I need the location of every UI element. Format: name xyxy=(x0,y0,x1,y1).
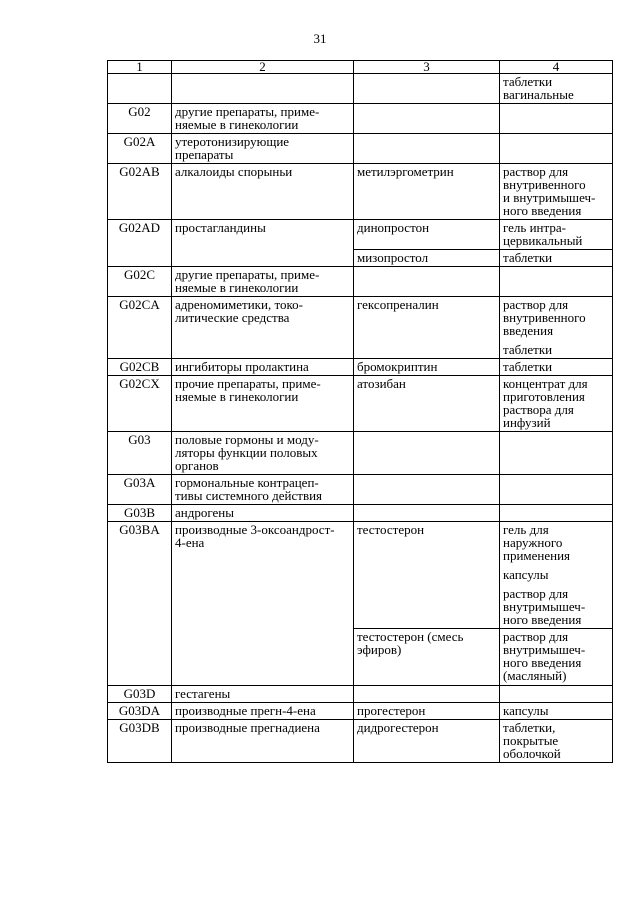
table-header-row xyxy=(108,61,613,74)
column-header: 2 xyxy=(172,61,354,74)
drug-name-cell xyxy=(354,475,500,505)
drug-name-cell xyxy=(354,432,500,475)
atc-code-cell: G02A xyxy=(108,134,172,164)
group-name-cell xyxy=(172,703,354,720)
group-name-line: литические средства xyxy=(175,310,290,325)
table-row xyxy=(108,686,613,703)
drug-name-cell xyxy=(354,720,500,763)
table-row xyxy=(108,359,613,376)
dosage-form xyxy=(500,249,612,266)
table-row xyxy=(108,432,613,475)
group-name-cell xyxy=(172,74,354,104)
atc-code-cell xyxy=(108,74,172,104)
dosage-form-line: внутримышеч- xyxy=(503,599,586,614)
atc-code-cell: G02 xyxy=(108,104,172,134)
dosage-form xyxy=(500,359,612,375)
dosage-form-line: оболочкой xyxy=(503,746,561,761)
dosage-form-line: раствор для xyxy=(503,586,569,601)
dosage-form-line: таблетки xyxy=(503,342,553,357)
drug-name-line: тестостерон xyxy=(357,522,425,537)
dosage-form-cell xyxy=(500,267,613,297)
drug-name-line: прогестерон xyxy=(357,703,426,718)
group-name-line: алкалоиды спорыньи xyxy=(175,164,293,179)
dosage-form-line: раствора для xyxy=(503,402,574,417)
atc-code-cell: G03DB xyxy=(108,720,172,763)
column-header: 3 xyxy=(354,61,500,74)
group-name-line: прочие препараты, приме- xyxy=(175,376,321,391)
dosage-form-line: капсулы xyxy=(503,703,549,718)
group-name-cell xyxy=(172,297,354,359)
drug-name xyxy=(354,220,499,249)
dosage-form-line: покрытые xyxy=(503,733,559,748)
dosage-form-line: гель интра- xyxy=(503,220,566,235)
group-name-cell xyxy=(172,475,354,505)
dosage-form-cell xyxy=(500,359,613,376)
drug-name-cell xyxy=(354,376,500,432)
dosage-form-cell xyxy=(500,522,613,686)
atc-code-cell: G03D xyxy=(108,686,172,703)
drug-name-cell xyxy=(354,703,500,720)
dosage-form-line: инфузий xyxy=(503,415,551,430)
table-row xyxy=(108,267,613,297)
dosage-form-line: концентрат для xyxy=(503,376,588,391)
table-row xyxy=(108,703,613,720)
group-name-cell xyxy=(172,267,354,297)
table-row xyxy=(108,376,613,432)
group-name-line: простагландины xyxy=(175,220,266,235)
dosage-form-cell xyxy=(500,134,613,164)
group-name-line: андрогены xyxy=(175,505,234,520)
atc-code-cell: G02CX xyxy=(108,376,172,432)
drug-name xyxy=(354,74,499,77)
drug-name-line: метилэргометрин xyxy=(357,164,454,179)
dosage-form-line: раствор для xyxy=(503,297,569,312)
group-name-line: препараты xyxy=(175,147,234,162)
dosage-form-line: таблетки, xyxy=(503,720,556,735)
group-name-cell xyxy=(172,432,354,475)
dosage-form-line: наружного xyxy=(503,535,563,550)
group-name-line: ляторы функции половых xyxy=(175,445,318,460)
dosage-form-line: внутримышеч- xyxy=(503,642,586,657)
dosage-form-cell xyxy=(500,475,613,505)
dosage-form-line: внутривенного xyxy=(503,177,586,192)
dosage-form-line: (масляный) xyxy=(503,668,567,683)
group-name-cell xyxy=(172,686,354,703)
dosage-form-cell xyxy=(500,104,613,134)
atc-code-cell: G02CB xyxy=(108,359,172,376)
table-row xyxy=(108,505,613,522)
group-name-cell xyxy=(172,104,354,134)
table-row xyxy=(108,720,613,763)
group-name-cell xyxy=(172,376,354,432)
drug-name xyxy=(354,164,499,180)
dosage-form xyxy=(500,164,612,219)
group-name-line: адреномиметики, токо- xyxy=(175,297,303,312)
drug-name xyxy=(354,703,499,719)
drug-name-cell xyxy=(354,74,500,104)
dosage-form-cell xyxy=(500,220,613,267)
drug-name-cell xyxy=(354,522,500,686)
drug-name-line: мизопростол xyxy=(357,250,429,265)
group-name-cell xyxy=(172,505,354,522)
group-name-line: ингибиторы пролактина xyxy=(175,359,309,374)
dosage-form-line: приготовления xyxy=(503,389,585,404)
drug-name-cell xyxy=(354,104,500,134)
table-row xyxy=(108,297,613,359)
dosage-form-cell xyxy=(500,703,613,720)
group-name-cell xyxy=(172,720,354,763)
drug-name-cell xyxy=(354,134,500,164)
dosage-form-line: ного введения xyxy=(503,612,582,627)
group-name-line: другие препараты, приме- xyxy=(175,104,320,119)
group-name-line: 4-ена xyxy=(175,535,205,550)
drug-name xyxy=(354,720,499,736)
drug-name-cell xyxy=(354,297,500,359)
atc-code-cell: G03DA xyxy=(108,703,172,720)
drug-name xyxy=(354,628,499,685)
drug-name-cell xyxy=(354,359,500,376)
group-name-line: тивы системного действия xyxy=(175,488,323,503)
drug-name-cell xyxy=(354,220,500,267)
drug-name xyxy=(354,297,499,313)
dosage-form-line: раствор для xyxy=(503,164,569,179)
dosage-form-line: применения xyxy=(503,548,571,563)
table-row xyxy=(108,220,613,267)
dosage-form-line: цервикальный xyxy=(503,233,583,248)
table-row xyxy=(108,164,613,220)
atc-code-cell: G02CA xyxy=(108,297,172,359)
drug-name xyxy=(354,359,499,375)
dosage-form-cell xyxy=(500,686,613,703)
atc-drug-table xyxy=(107,60,613,763)
group-name-line: органов xyxy=(175,458,219,473)
atc-code-cell: G03A xyxy=(108,475,172,505)
group-name-cell xyxy=(172,522,354,686)
drug-name-line: атозибан xyxy=(357,376,406,391)
dosage-form-line: раствор для xyxy=(503,629,569,644)
atc-code-cell: G03 xyxy=(108,432,172,475)
drug-name-cell xyxy=(354,164,500,220)
dosage-form xyxy=(500,522,612,564)
atc-code-cell: G02AD xyxy=(108,220,172,267)
group-name-line: няемые в гинекологии xyxy=(175,117,299,132)
group-name-line: другие препараты, приме- xyxy=(175,267,320,282)
drug-name-cell xyxy=(354,505,500,522)
group-name-line: няемые в гинекологии xyxy=(175,389,299,404)
drug-name-line: дидрогестерон xyxy=(357,720,439,735)
drug-name-line: тестостерон (смесь xyxy=(357,629,464,644)
dosage-form xyxy=(500,583,612,628)
dosage-form-cell xyxy=(500,164,613,220)
drug-name xyxy=(354,249,499,266)
group-name-cell xyxy=(172,359,354,376)
drug-name-line: бромокриптин xyxy=(357,359,438,374)
group-name-line: производные 3-оксоандрост- xyxy=(175,522,335,537)
atc-code-cell: G02AB xyxy=(108,164,172,220)
dosage-form-line: внутривенного xyxy=(503,310,586,325)
group-name-line: гормональные контрацеп- xyxy=(175,475,319,490)
dosage-form-line: ного введения xyxy=(503,203,582,218)
dosage-form-line: вагинальные xyxy=(503,87,574,102)
group-name-cell xyxy=(172,164,354,220)
dosage-form xyxy=(500,703,612,719)
atc-code-cell: G02C xyxy=(108,267,172,297)
group-name-line: половые гормоны и моду- xyxy=(175,432,319,447)
dosage-form xyxy=(500,628,612,684)
dosage-form-line: капсулы xyxy=(503,567,549,582)
dosage-form-line: ного введения xyxy=(503,655,582,670)
group-name-cell xyxy=(172,134,354,164)
drug-name-line: эфиров) xyxy=(357,642,402,657)
dosage-form xyxy=(500,220,612,249)
dosage-form-line: введения xyxy=(503,323,554,338)
drug-name xyxy=(354,376,499,392)
table-row xyxy=(108,74,613,104)
table-row xyxy=(108,134,613,164)
dosage-form-cell xyxy=(500,376,613,432)
table-row xyxy=(108,104,613,134)
column-header: 4 xyxy=(500,61,613,74)
atc-code-cell: G03B xyxy=(108,505,172,522)
dosage-form xyxy=(500,339,612,358)
dosage-form xyxy=(500,376,612,431)
column-header: 1 xyxy=(108,61,172,74)
table-row xyxy=(108,522,613,686)
page-number: 31 xyxy=(313,31,327,46)
dosage-form-line: таблетки xyxy=(503,250,553,265)
dosage-form xyxy=(500,720,612,762)
drug-name xyxy=(354,522,499,628)
dosage-form xyxy=(500,297,612,339)
dosage-form-line: таблетки xyxy=(503,359,553,374)
dosage-form-cell xyxy=(500,505,613,522)
dosage-form xyxy=(500,74,612,103)
atc-code-cell: G03BA xyxy=(108,522,172,686)
drug-name-cell xyxy=(354,686,500,703)
drug-name-line: гексопреналин xyxy=(357,297,439,312)
dosage-form-line: и внутримышеч- xyxy=(503,190,596,205)
group-name-line: няемые в гинекологии xyxy=(175,280,299,295)
drug-name-line: динопростон xyxy=(357,220,430,235)
dosage-form-line: таблетки xyxy=(503,74,553,89)
drug-name-cell xyxy=(354,267,500,297)
dosage-form-line: гель для xyxy=(503,522,549,537)
table-row xyxy=(108,475,613,505)
group-name-cell xyxy=(172,220,354,267)
dosage-form-cell xyxy=(500,297,613,359)
dosage-form-cell xyxy=(500,432,613,475)
dosage-form-cell xyxy=(500,720,613,763)
dosage-form-cell xyxy=(500,74,613,104)
group-name-line: гестагены xyxy=(175,686,231,701)
group-name-line: производные прегн-4-ена xyxy=(175,703,316,718)
group-name-line: утеротонизирующие xyxy=(175,134,290,149)
dosage-form xyxy=(500,564,612,583)
group-name-line: производные прегнадиена xyxy=(175,720,320,735)
